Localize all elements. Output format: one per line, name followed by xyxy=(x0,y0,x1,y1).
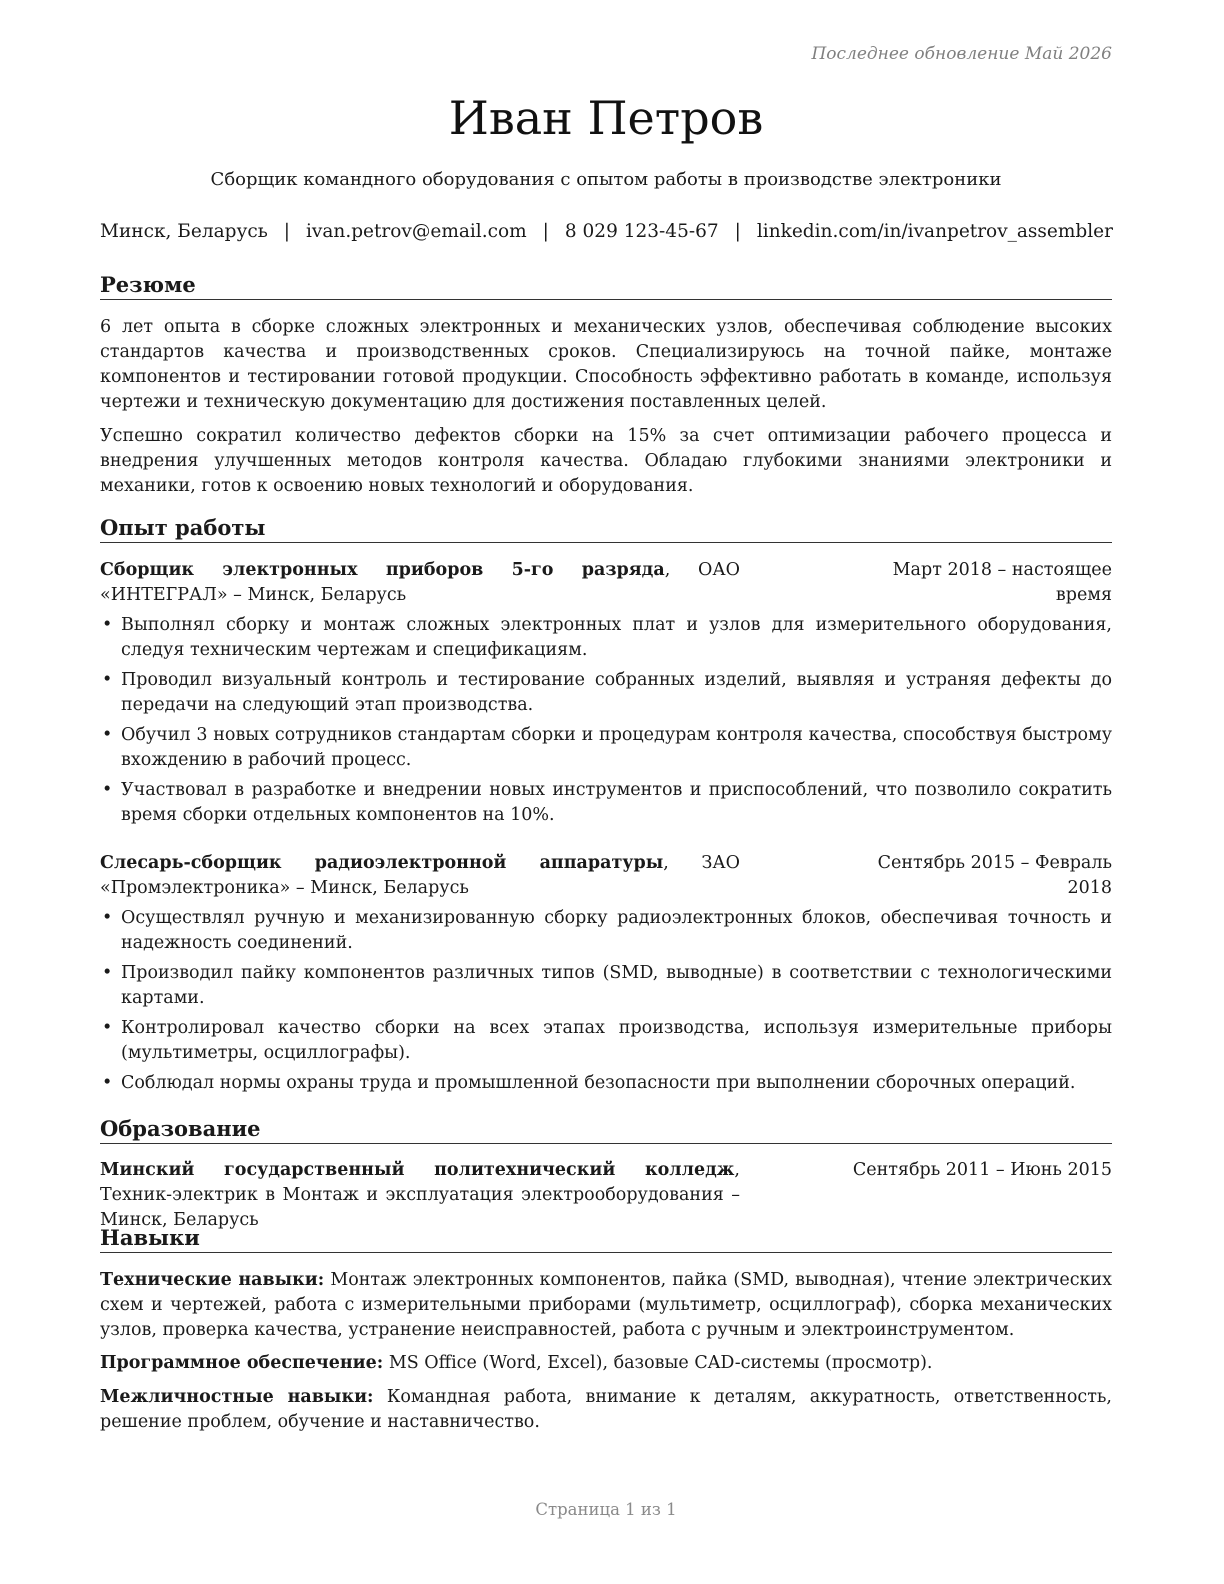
contact-location: Минск, Беларусь xyxy=(100,221,268,242)
contact-separator: | xyxy=(542,221,549,242)
section-title-experience: Опыт работы xyxy=(100,514,1112,543)
list-item: • Участвовал в разработке и внедрении новых инструментов и приспособлений, что позволило сократить время сборки отдельных компонентов на 10%. xyxy=(102,780,1112,825)
job-bullets xyxy=(100,906,1112,1101)
bullet-icon: • xyxy=(102,963,113,983)
bullet-icon: • xyxy=(102,1073,113,1093)
resume-page xyxy=(100,0,1112,1584)
skill-text: Монтаж электронных компонентов, пайка (SMD, выводная), чтение электрических схем и чертежей, работа с измерительными приборами (мультиметр, осциллограф), сборка механических узлов, проверка качества, устранение неисправностей, работа с ручным и электроинструментом. xyxy=(100,1270,1112,1340)
contact-linkedin[interactable]: linkedin.com/in/ivanpetrov_assembler xyxy=(756,221,1113,242)
contact-phone: 8 029 123-45-67 xyxy=(564,221,719,242)
list-item: • Соблюдал нормы охраны труда и промышленной безопасности при выполнении сборочных операций. xyxy=(100,1071,1112,1096)
skill-label: Технические навыки: xyxy=(100,1270,325,1290)
bullet-icon: • xyxy=(102,725,113,745)
skill-technical xyxy=(100,1268,1112,1343)
list-item: • Производил пайку компонентов различных типов (SMD, выводные) в соответствии с технологическими картами. xyxy=(102,963,1112,1008)
skill-text: MS Office (Word, Excel), базовые CAD-системы (просмотр). xyxy=(383,1353,933,1373)
job-company: , ОАО «ИНТЕГРАЛ» – Минск, Беларусь xyxy=(100,560,740,605)
education-dates: Сентябрь 2011 – Июнь 2015 xyxy=(852,1160,1112,1180)
job-position: Сборщик электронных приборов 5-го разряда xyxy=(100,560,665,580)
skill-label: Программное обеспечение: xyxy=(100,1353,384,1373)
candidate-subtitle: Сборщик командного оборудования с опытом работы в производстве электроники xyxy=(210,169,1002,190)
summary-paragraph-2: Успешно сократил количество дефектов сборки на 15% за счет оптимизации рабочего процесса и внедрения улучшенных методов контроля качества. Обладаю глубокими знаниями электроники и механики, готов к освоению новых технологий и оборудования. xyxy=(100,426,1112,496)
last-updated: Последнее обновление Май 2026 xyxy=(811,44,1112,64)
skill-interpersonal xyxy=(100,1385,1112,1435)
bullet-icon: • xyxy=(102,908,113,928)
education-title-line xyxy=(100,1158,740,1233)
job-dates: Сентябрь 2015 – Февраль 2018 xyxy=(877,853,1112,898)
bullet-icon: • xyxy=(102,1018,113,1038)
education-details: , Техник-электрик в Монтаж и эксплуатация электрооборудования – Минск, Беларусь xyxy=(100,1160,740,1230)
list-item: • Проводил визуальный контроль и тестирование собранных изделий, выявляя и устраняя дефекты до передачи на следующий этап производства. xyxy=(102,670,1112,715)
list-item: • Обучил 3 новых сотрудников стандартам сборки и процедурам контроля качества, способствуя быстрому вхождению в рабочий процесс. xyxy=(102,725,1112,770)
job-title-line xyxy=(100,851,740,901)
skill-text: Командная работа, внимание к деталям, аккуратность, ответственность, решение проблем, обучение и наставничество. xyxy=(100,1387,1112,1432)
section-title-education: Образование xyxy=(100,1115,1112,1144)
list-item: • Контролировал качество сборки на всех этапах производства, используя измерительные приборы (мультиметры, осциллографы). xyxy=(102,1018,1112,1063)
skill-label: Межличностные навыки: xyxy=(100,1387,374,1407)
list-item: • Осуществлял ручную и механизированную сборку радиоэлектронных блоков, обеспечивая точность и надежность соединений. xyxy=(102,908,1112,953)
job-bullets xyxy=(100,613,1112,833)
job-dates: Март 2018 – настоящее время xyxy=(892,560,1112,605)
bullet-icon: • xyxy=(102,670,113,690)
page-number: Страница 1 из 1 xyxy=(535,1500,677,1519)
job-title-line xyxy=(100,558,740,608)
candidate-name: Иван Петров xyxy=(448,91,764,145)
contact-line xyxy=(100,219,1112,245)
contact-separator: | xyxy=(734,221,741,242)
summary-paragraph-1: 6 лет опыта в сборке сложных электронных и механических узлов, обеспечивая соблюдение высоких стандартов качества и производственных сроков. Специализируюсь на точной пайке, монтаже компонентов и тестировании готовой продукции. Способность эффективно работать в команде, используя чертежи и техническую документацию для достижения поставленных целей. xyxy=(100,317,1112,412)
education-institution: Минский государственный политехнический колледж xyxy=(100,1160,735,1180)
contact-email[interactable]: ivan.petrov@email.com xyxy=(306,221,527,242)
job-company: , ЗАО «Промэлектроника» – Минск, Беларусь xyxy=(100,853,740,898)
section-title-skills: Навыки xyxy=(100,1224,1112,1253)
bullet-icon: • xyxy=(102,780,113,800)
section-title-summary: Резюме xyxy=(100,271,1112,300)
list-item: • Выполнял сборку и монтаж сложных электронных плат и узлов для измерительного оборудования, следуя техническим чертежам и спецификациям. xyxy=(102,615,1112,660)
skill-software xyxy=(100,1351,1112,1376)
bullet-icon: • xyxy=(102,615,113,635)
job-position: Слесарь-сборщик радиоэлектронной аппаратуры xyxy=(100,853,664,873)
contact-separator: | xyxy=(283,221,291,242)
